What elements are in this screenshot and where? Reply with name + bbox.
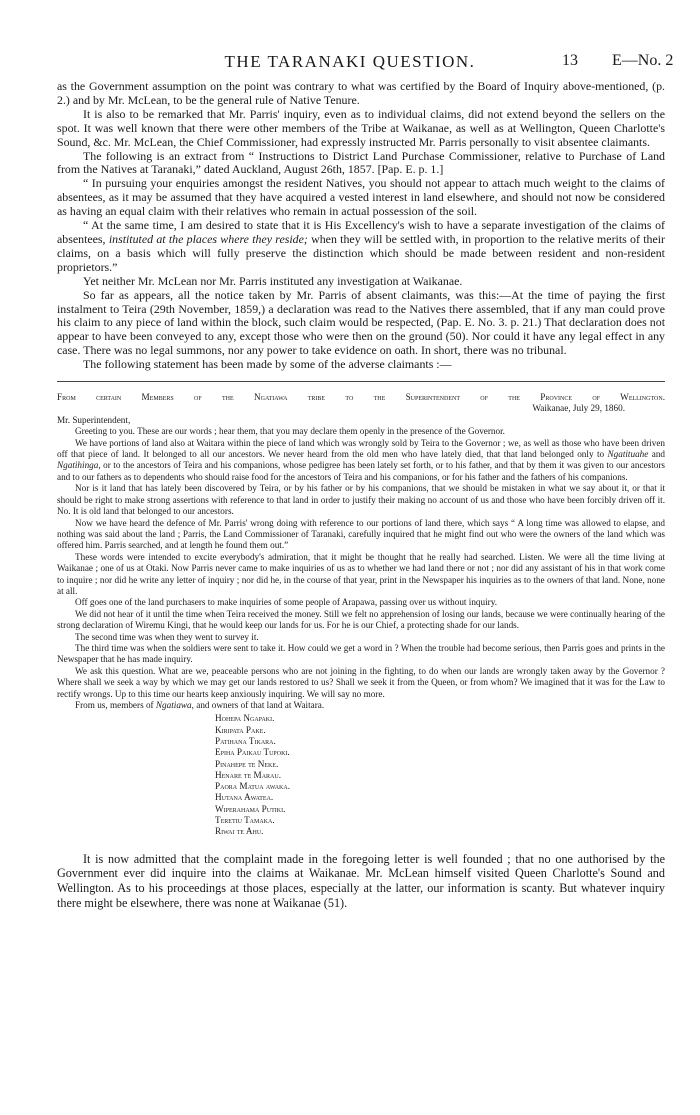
main-text: [57, 80, 665, 372]
text-span: when they will be settled with, in proportion to the relative merits of their claims, on a basis which will fully preserve the distinction which should be made between resident and non-resident proprietors.”: [57, 231, 666, 274]
text-span: We have portions of land also at Waitara within the piece of land which was wrongly sold by Teira to the Governor ; we, as well as those who have been driven off that piece of land. It belonged to all our ancestors. We never heard from the old men who have lately died, that that land belonged only to: [57, 437, 665, 460]
paragraph: It is also to be remarked that Mr. Parris' inquiry, even as to individual claims, did not extend beyond the sellers on the spot. It was well known that there were other members of the Tribe at Waikanae, as well as at Wellington, Queen Charlotte's Sound, &c. Mr. McLean, the Chief Commissioner, had expressly instructed Mr. Parris personally to visit absentee claimants.: [57, 106, 665, 149]
italic-span: instituted at the places where they reside;: [108, 231, 308, 246]
italic-span: Ngatituahe: [607, 449, 649, 460]
signatory: Patihana Tikara.: [215, 736, 276, 746]
running-title: THE TARANAKI QUESTION.: [224, 52, 476, 71]
italic-span: Ngatiawa: [155, 700, 192, 710]
page-body: [57, 80, 665, 911]
quoted-paragraph: [57, 219, 665, 275]
signatory: Teretiu Tamaka.: [215, 815, 275, 826]
signatory: Epiha Paikau Tupoki.: [215, 747, 290, 758]
letter-signoff: [57, 700, 665, 711]
letter-paragraph: Greeting to you. These are our words ; hear them, that you may declare them openly in the presence of the Governor.: [75, 426, 505, 437]
text-span: , and owners of that land at Waitara.: [191, 700, 325, 710]
letter-paragraph: We did not hear of it until the time when Teira received the money. Still we felt no apprehension of losing our lands, because we were continually hearing of the strong declaration of Wiremu Kingi, that he would keep our lands for us. For he is our Chief, a protecting shade for our lands.: [57, 608, 665, 631]
signatory: Hutana Awatea.: [215, 792, 274, 803]
letter-paragraph: We ask this question. What are we, peaceable persons who are not joining in the fighting, to do when our lands are wrongly taken away by the Governor ? Where shall we seek a way by which we may get our lands restored to us? Shall we seek it from the Queen, or from whom? We imagined that it was for the Law to rectify wrongs. Up to this time our hearts keep anxiously inquiring. We will say no more.: [57, 665, 665, 699]
italic-span: Ngatihinga: [57, 460, 99, 471]
paragraph: as the Government assumption on the point was contrary to what was certified by the Board of Inquiry above-mentioned, (p. 2.) and by Mr. McLean, to be the general rule of Native Tenure.: [57, 79, 665, 107]
letter-paragraph: The third time was when the soldiers were sent to take it. How could we get a word in ? When the trouble had become serious, then Parris goes and prints in the Newspaper that he has made inquiry.: [57, 642, 665, 665]
signatory: Kiripata Pake.: [215, 724, 266, 735]
page-number: 13: [562, 52, 578, 69]
letter-paragraph: [57, 438, 665, 484]
letter-paragraph: Now we have heard the defence of Mr. Parris' wrong doing with reference to our portions of land there, which says “ A long time was allowed to elapse, and nothing was said about the land ; Parris, the Land Commissioner of Taranaki, carefully inquired that he might find out who were the owners of the land which was offered him. Parris searched, and at length he found them out.”: [57, 517, 665, 551]
letter-dateline: Waikanae, July 29, 1860.: [532, 403, 625, 414]
section-divider: [57, 381, 665, 382]
signatory: Wiperahama Putiki.: [215, 803, 286, 814]
text-span: , or to the ancestors of Teira and his companions, whose pedigree has been lately set forth, or to his father, and that by them it was given to our ancestors and to our fathers as to dependents who should raise food for the ancestors of Teira and his companions, or for his father and the fathers of his companions.: [57, 460, 665, 482]
closing-text: [57, 852, 665, 911]
paragraph: Yet neither Mr. McLean nor Mr. Parris instituted any investigation at Waikanae.: [83, 273, 463, 288]
letter-paragraph: The second time was when they went to survey it.: [75, 631, 259, 642]
signatory: Riwai te Ahu.: [215, 826, 264, 837]
signatory: Pinahepe te Neke.: [215, 758, 279, 769]
letter-salutation: Mr. Superintendent,: [57, 414, 131, 425]
paragraph: It is now admitted that the complaint made in the foregoing letter is well founded ; that no one authorised by the Government ever did inquire into the claims at Waikanae. Mr. McLean himself visited Queen Charlotte's Sound and Wellington. As to his proceedings at those places, especially at the latter, our information is scanty. But whatever inquiry there might be elsewhere, there was none at Waikanae (51).: [57, 851, 665, 911]
document-reference: E—No. 2: [612, 52, 674, 69]
quoted-paragraph: “ In pursuing your enquiries amongst the resident Natives, you should not appear to attach much weight to the claims of absentees, as it may be assumed that they have acquired a vested interest in land elsewhere, and should not now be considered as having an equal claim with their relatives who remain in actual possession of the soil.: [57, 176, 665, 219]
letter-heading: From certain Members of the Ngatiawa tribe to the Superintendent of the Province of Wellington.: [57, 392, 665, 403]
signatory-list: [215, 713, 665, 837]
text-span: and: [651, 449, 666, 460]
paragraph: The following is an extract from “ Instructions to District Land Purchase Commissioner, relative to Purchase of Land from the Natives at Taranaki,” dated Auckland, August 26th, 1857. [Pap. E. p. 1.]: [57, 148, 665, 177]
text-span: “ At the same time, I am desired to state that it is His Excellency's wish to have a separate investigation of the claims of absentees,: [57, 218, 665, 246]
page-header: [0, 52, 700, 74]
paragraph: So far as appears, all the notice taken by Mr. Parris of absent claimants, was this:—At the time of paying the first instalment to Teira (29th November, 1859,) a declaration was read to the Natives there assembled, that if any man could prove his claim to any piece of land within the block, such claim would be respected, (Pap. E. No. 3. p. 21.) That declaration does not appear to have been conveyed to any, except those who were then on the ground (50). Nor could it have any legal effect in any case. There was no legal summons, nor any power to take evidence on oath. In short, there was no tribunal.: [57, 287, 665, 358]
signatory: Hohepa Ngapaki.: [215, 713, 275, 724]
text-span: From us, members of: [75, 700, 154, 710]
letter-paragraph: Nor is it land that has lately been discovered by Teira, or by his father or by his companions, that we should be mistaken in what we say about it, or that it should be right to make strong assertions with reference to that land in order to justify their making no account of us and those who have been forcibly driven off it. No. It is old land that belonged to our ancestors.: [57, 483, 665, 517]
paragraph: The following statement has been made by some of the adverse claimants :—: [83, 357, 452, 372]
letter-paragraph: Off goes one of the land purchasers to make inquiries of some people of Arapawa, passing over us without inquiry.: [75, 597, 498, 608]
signatory: Henare te Marau.: [215, 769, 282, 780]
letter: [57, 392, 665, 838]
letter-paragraph: These words were intended to excite everybody's admiration, that it might be thought that he really had searched. Listen. We were all the time living at Waikanae ; one of us at Otaki. Now Parris never came to make inquiries of us as to whether we had land there or not ; nor did any assistant of his in that work come to inquire ; nor did he write any letter of inquiry ; nor did he, in the course of that year, print in the Newspaper his inquiries as to the owners of that land. None, none at all.: [57, 551, 665, 596]
signatory: Paora Matua awaka.: [215, 781, 291, 792]
